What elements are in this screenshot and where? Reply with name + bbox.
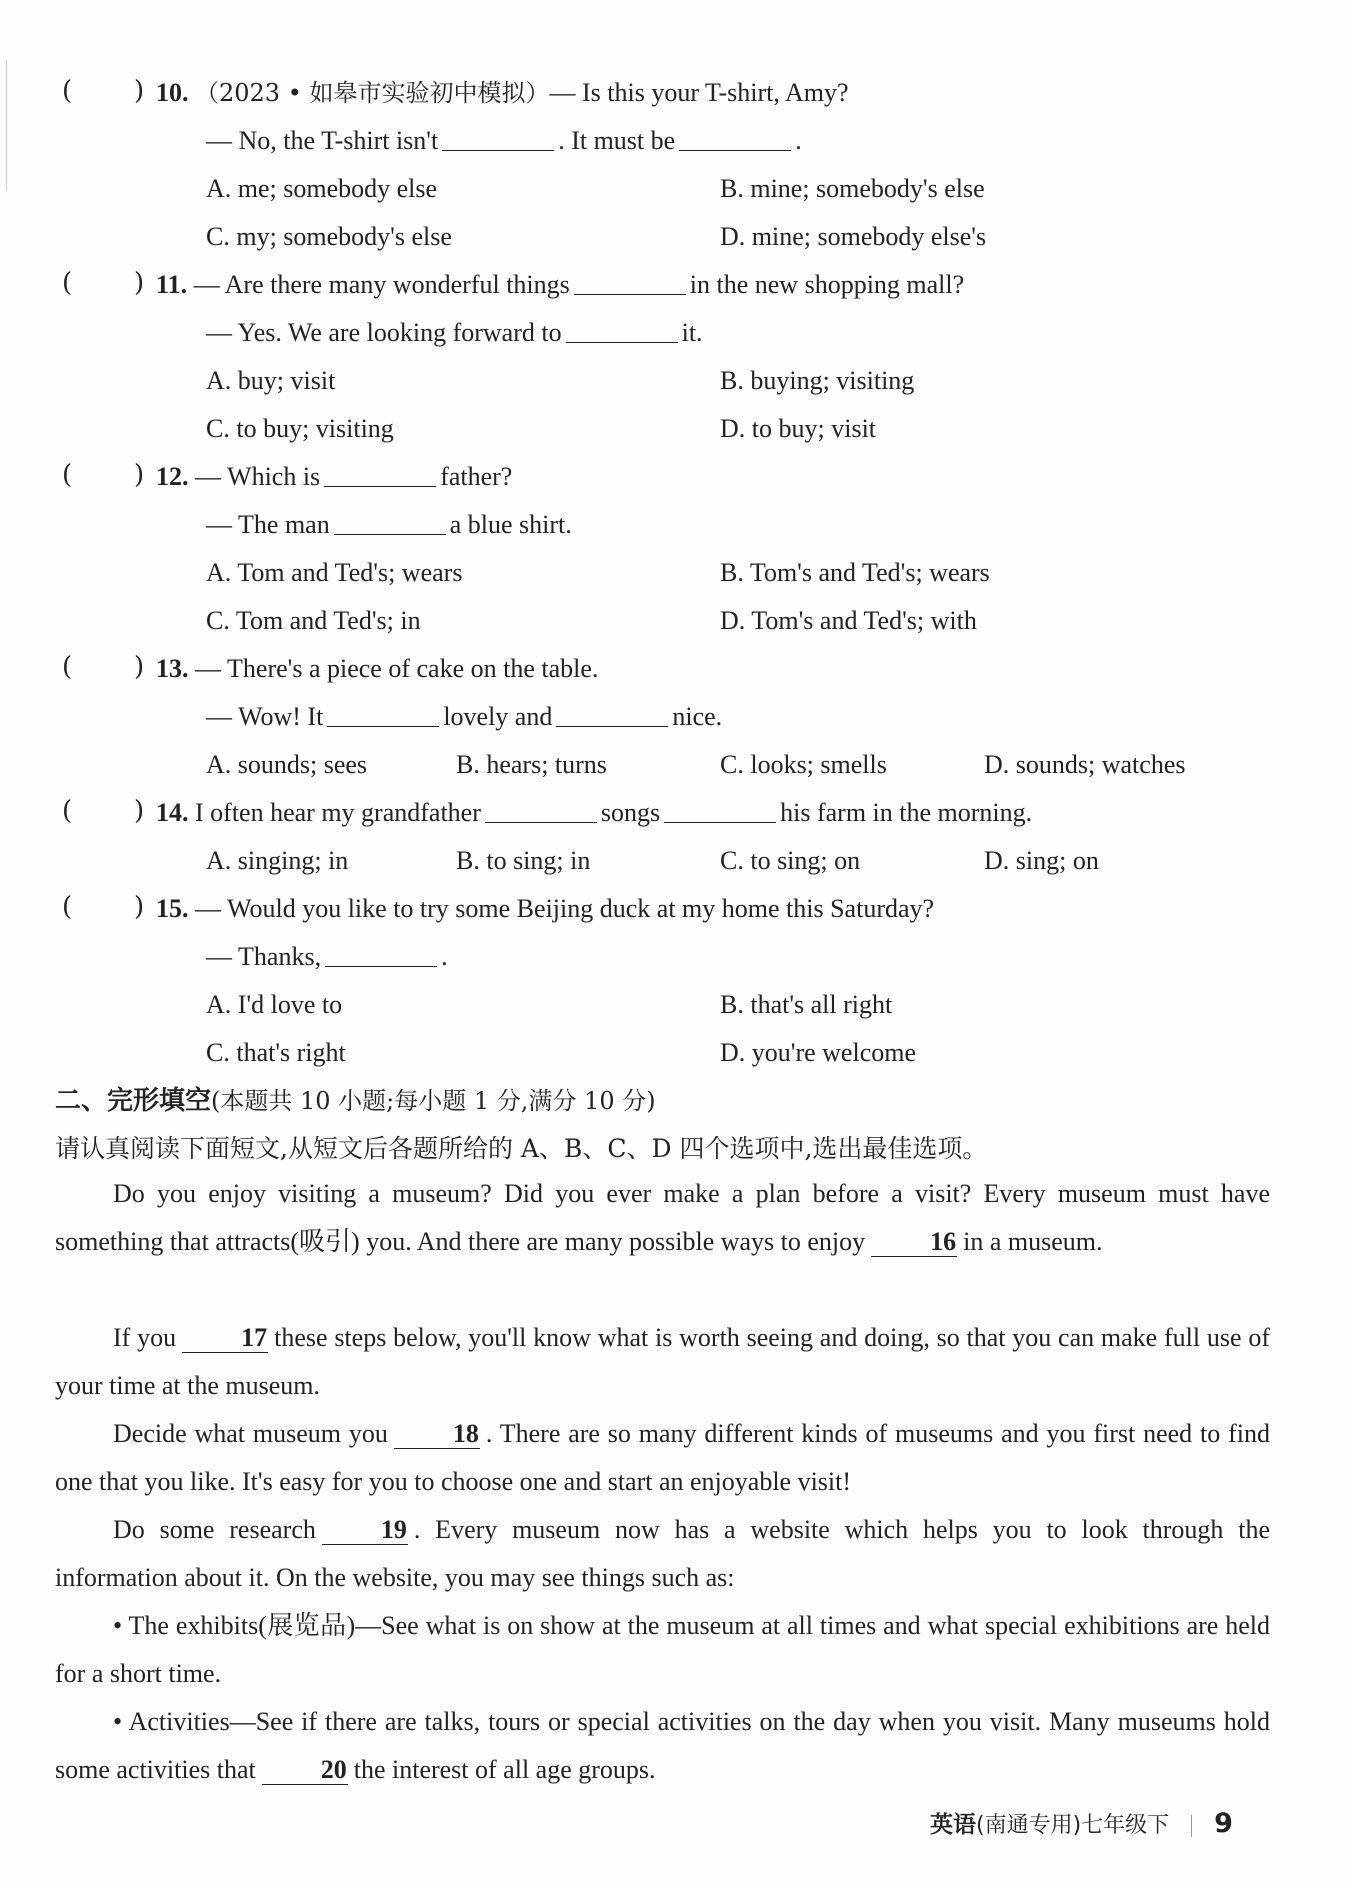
question-line-2 — [206, 940, 448, 974]
answer-blank[interactable] — [566, 316, 678, 343]
option-a: A. I'd love to — [206, 990, 343, 1019]
text-segment: — Thanks, — [206, 942, 322, 971]
option-c: C. Tom and Ted's; in — [206, 606, 421, 635]
option-d: D. to buy; visit — [720, 414, 877, 443]
text-segment: a blue shirt. — [449, 510, 572, 539]
text-segment: I often hear my grandfather — [195, 798, 481, 827]
answer-paren-open: ( — [62, 892, 73, 922]
option-a: A. Tom and Ted's; wears — [206, 558, 463, 587]
text-segment: lovely and — [443, 702, 553, 731]
answer-blank[interactable] — [679, 124, 791, 151]
text-segment: — Wow! It — [206, 702, 324, 731]
section-instruction: 请认真阅读下面短文,从短文后各题所给的 A、B、C、D 四个选项中,选出最佳选项。 — [55, 1134, 988, 1163]
text-segment: . Every museum now has a website which helps you to look through the information about it. On the website, you may see things such as: — [55, 1515, 1270, 1592]
answer-paren-close: ) — [134, 892, 145, 922]
option-a: A. me; somebody else — [206, 174, 438, 203]
question-source: （2023 • 如皋市实验初中模拟） — [195, 79, 550, 107]
page-edge — [0, 60, 7, 190]
page-footer — [930, 1806, 1233, 1839]
footer-divider — [1191, 1815, 1192, 1837]
question-number: 15. — [156, 894, 189, 923]
footer-edition: (南通专用)七年级下 — [976, 1813, 1170, 1838]
passage-bullet-activities — [55, 1698, 1270, 1794]
option-d: D. you're welcome — [720, 1038, 917, 1067]
question-line: — Is this your T-shirt, Amy? — [549, 78, 849, 107]
answer-blank[interactable] — [442, 124, 554, 151]
cloze-blank-16[interactable]: 16 — [871, 1228, 957, 1257]
question-number: 10. — [156, 78, 189, 107]
passage-paragraph-1 — [55, 1170, 1270, 1266]
text-segment: — The man — [206, 510, 330, 539]
answer-blank[interactable] — [574, 268, 686, 295]
page-number: 9 — [1214, 1808, 1233, 1839]
cloze-blank-20[interactable]: 20 — [262, 1756, 348, 1785]
option-a: A. buy; visit — [206, 366, 336, 395]
question-stem — [156, 460, 512, 494]
text-segment: it. — [681, 318, 703, 347]
option-a: A. sounds; sees — [206, 750, 368, 779]
passage-paragraph-3 — [55, 1410, 1270, 1506]
option-b: B. mine; somebody's else — [720, 174, 985, 203]
option-b: B. to sing; in — [456, 846, 591, 875]
option-c: C. looks; smells — [720, 750, 887, 779]
answer-paren-close: ) — [134, 460, 145, 490]
answer-blank[interactable] — [334, 508, 446, 535]
text-segment: If you — [113, 1323, 177, 1352]
option-b: B. that's all right — [720, 990, 893, 1019]
text-segment: — There's a piece of cake on the table. — [195, 654, 599, 683]
text-segment: . It must be — [558, 126, 676, 155]
answer-blank[interactable] — [664, 796, 776, 823]
question-number: 11. — [156, 270, 188, 299]
option-d: D. Tom's and Ted's; with — [720, 606, 977, 635]
text-segment: songs — [600, 798, 661, 827]
answer-blank[interactable] — [327, 700, 439, 727]
answer-paren-open: ( — [62, 460, 73, 490]
question-stem — [156, 76, 849, 110]
answer-blank[interactable] — [325, 940, 437, 967]
text-segment: — No, the T-shirt isn't — [206, 126, 439, 155]
text-segment: nice. — [672, 702, 723, 731]
option-c: C. to sing; on — [720, 846, 861, 875]
text-segment: . — [441, 942, 448, 971]
question-line-2 — [206, 700, 722, 734]
passage-bullet-exhibits: • The exhibits(展览品)—See what is on show at the museum at all times and what special exhibitions are held for a short time. — [55, 1611, 1270, 1688]
text-segment: his farm in the morning. — [780, 798, 1033, 827]
text-segment: in a museum. — [963, 1227, 1103, 1256]
answer-paren-open: ( — [62, 652, 73, 682]
option-c: C. my; somebody's else — [206, 222, 452, 251]
text-segment: — Yes. We are looking forward to — [206, 318, 562, 347]
option-a: A. singing; in — [206, 846, 349, 875]
section-title — [55, 1084, 656, 1118]
text-segment: — Which is — [195, 462, 321, 491]
answer-paren-close: ) — [134, 796, 145, 826]
question-number: 14. — [156, 798, 189, 827]
question-line-2 — [206, 316, 703, 350]
option-b: B. buying; visiting — [720, 366, 915, 395]
option-d: D. sounds; watches — [984, 750, 1186, 779]
text-segment: — Would you like to try some Beijing duck at my home this Saturday? — [195, 894, 935, 923]
answer-paren-open: ( — [62, 76, 73, 106]
passage-paragraph-2 — [55, 1314, 1270, 1410]
text-segment: Decide what museum you — [113, 1419, 388, 1448]
cloze-blank-18[interactable]: 18 — [394, 1420, 480, 1449]
answer-blank[interactable] — [324, 460, 436, 487]
answer-paren-open: ( — [62, 796, 73, 826]
text-segment: in the new shopping mall? — [689, 270, 965, 299]
answer-blank[interactable] — [485, 796, 597, 823]
option-d: D. mine; somebody else's — [720, 222, 987, 251]
answer-paren-close: ) — [134, 76, 145, 106]
text-segment: the interest of all age groups. — [353, 1755, 656, 1784]
text-segment: . There are so many different kinds of museums and you first need to find one that you like. It's easy for you to choose one and start an enjoyable visit! — [55, 1419, 1270, 1496]
section-note: (本题共 10 小题;每小题 1 分,满分 10 分) — [211, 1087, 656, 1115]
option-d: D. sing; on — [984, 846, 1099, 875]
question-stem — [156, 796, 1032, 830]
answer-paren-open: ( — [62, 268, 73, 298]
option-c: C. to buy; visiting — [206, 414, 394, 443]
option-c: C. that's right — [206, 1038, 346, 1067]
question-number: 13. — [156, 654, 189, 683]
question-line-2 — [206, 508, 572, 542]
cloze-blank-17[interactable]: 17 — [182, 1324, 268, 1353]
question-stem — [156, 652, 598, 686]
question-number: 12. — [156, 462, 189, 491]
option-b: B. hears; turns — [456, 750, 607, 779]
footer-subject: 英语 — [930, 1812, 976, 1838]
question-stem — [156, 268, 964, 302]
answer-paren-close: ) — [134, 652, 145, 682]
section-heading: 二、完形填空 — [55, 1086, 212, 1116]
text-segment: these steps below, you'll know what is worth seeing and doing, so that you can make full use of your time at the museum. — [55, 1323, 1270, 1400]
text-segment: • Activities—See if there are talks, tours or special activities on the day when you visit. Many museums hold some activities that — [55, 1707, 1270, 1784]
passage-paragraph-4 — [55, 1506, 1270, 1602]
text-segment: Do you enjoy visiting a museum? Did you ever make a plan before a visit? Every museum must have something that attracts(吸引) you. And there are many possible ways to enjoy — [55, 1179, 1270, 1256]
cloze-blank-19[interactable]: 19 — [322, 1516, 408, 1545]
text-segment: father? — [440, 462, 513, 491]
text-segment: Do some research — [113, 1515, 316, 1544]
option-b: B. Tom's and Ted's; wears — [720, 558, 990, 587]
answer-blank[interactable] — [556, 700, 668, 727]
question-line-2 — [206, 124, 802, 158]
text-segment: — Are there many wonderful things — [193, 270, 570, 299]
question-stem — [156, 892, 934, 926]
text-segment: . — [795, 126, 802, 155]
answer-paren-close: ) — [134, 268, 145, 298]
